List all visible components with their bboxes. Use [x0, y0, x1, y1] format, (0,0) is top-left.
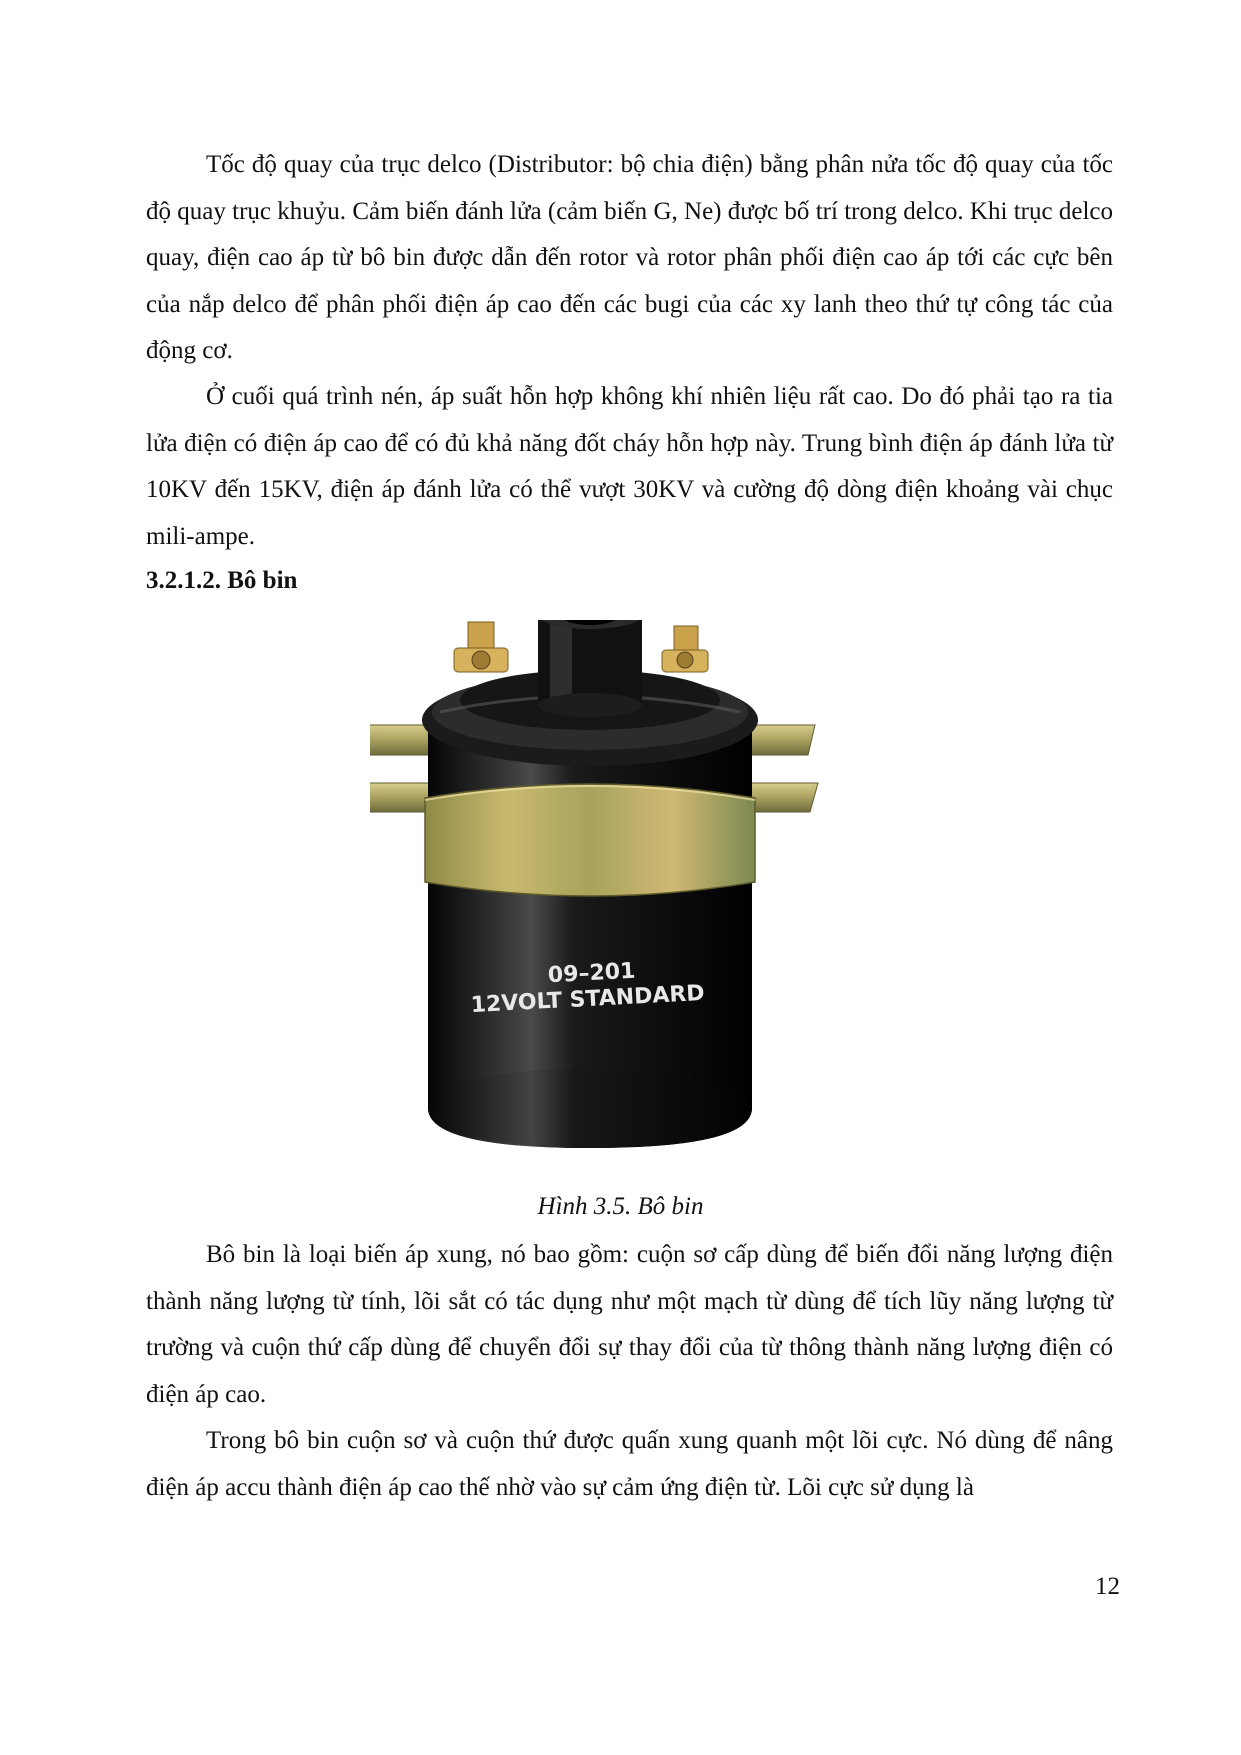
coil-product-code: 09–201	[547, 958, 637, 989]
ignition-coil-illustration	[370, 620, 910, 1168]
high-voltage-tower	[538, 620, 642, 717]
mounting-band	[425, 784, 755, 896]
section-heading: 3.2.1.2. Bô bin	[146, 567, 298, 594]
coil-product-label: 12VOLT STANDARD	[470, 980, 706, 1019]
ignition-coil-figure	[370, 620, 910, 1168]
paragraph-coil-winding: Trong bô bin cuộn sơ và cuộn thứ được quấn xung quanh một lõi cực. Nó dùng để nâng điện áp accu thành điện áp cao thế nhờ vào sự cảm ứng điện từ. Lõi cực sử dụng là	[146, 1427, 1113, 1501]
figure-caption: Hình 3.5. Bô bin	[537, 1193, 704, 1220]
coil-body	[422, 670, 758, 1148]
paragraph-coil-definition: Bô bin là loại biến áp xung, nó bao gồm: cuộn sơ cấp dùng để biến đổi năng lượng điện thành năng lượng từ tính, lõi sắt có tác dụng như một mạch từ dùng để tích lũy năng lượng từ trường và cuộn thứ cấp dùng để chuyển đổi sự thay đổi của từ thông thành năng lượng điện có điện áp cao.	[146, 1241, 1113, 1408]
paragraph-distributor: Tốc độ quay của trục delco (Distributor: bộ chia điện) bằng phân nửa tốc độ quay của tốc độ quay trục khuỷu. Cảm biến đánh lửa (cảm biến G, Ne) được bố trí trong delco. Khi trục delco quay, điện cao áp từ bô bin được dẫn đến rotor và rotor phân phối điện cao áp tới các cực bên của nắp delco để phân phối điện áp cao đến các bugi của các xy lanh theo thứ tự công tác của động cơ.	[146, 151, 1113, 364]
page-number: 12	[1095, 1573, 1120, 1600]
paragraph-ignition-voltage: Ở cuối quá trình nén, áp suất hỗn hợp không khí nhiên liệu rất cao. Do đó phải tạo ra tia lửa điện có điện áp cao để có đủ khả năng đốt cháy hỗn hợp này. Trung bình điện áp đánh lửa từ 10KV đến 15KV, điện áp đánh lửa có thể vượt 30KV và cường độ dòng điện khoảng vài chục mili-ampe.	[146, 383, 1113, 550]
